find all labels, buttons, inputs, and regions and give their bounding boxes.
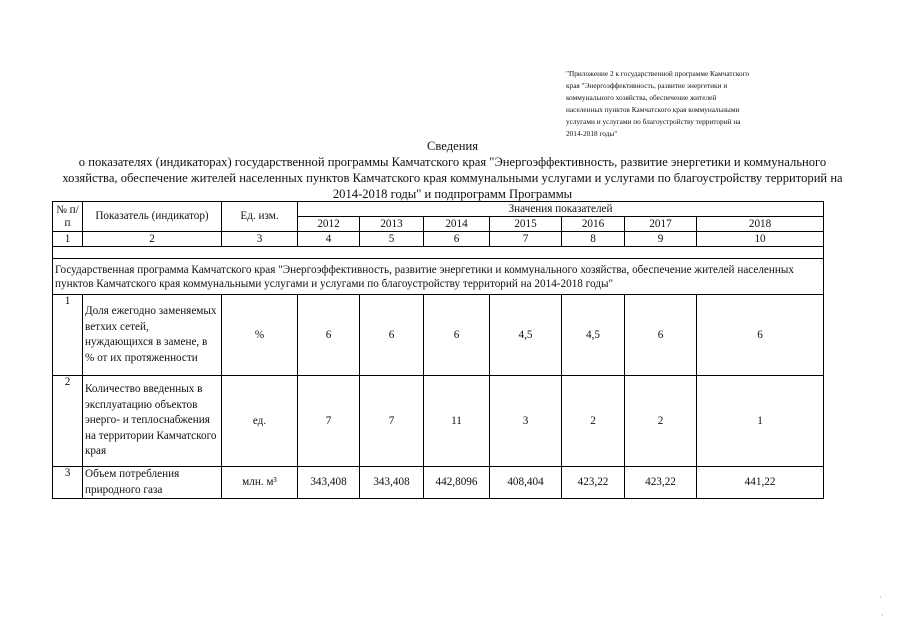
row-value: 6: [298, 295, 360, 376]
row-num: 3: [53, 467, 83, 499]
column-number: 3: [222, 232, 298, 247]
column-number: 9: [625, 232, 697, 247]
row-unit: ед.: [222, 376, 298, 467]
row-value: 4,5: [490, 295, 562, 376]
appendix-note: [566, 68, 816, 140]
appendix-note-line: 2014-2018 годы": [566, 129, 618, 138]
row-value: 442,8096: [424, 467, 490, 499]
header-year: 2013: [360, 217, 424, 232]
spacer-row: [53, 247, 824, 259]
row-value: 6: [424, 295, 490, 376]
row-value: 2: [562, 376, 625, 467]
row-num: 2: [53, 376, 83, 467]
header-year: 2015: [490, 217, 562, 232]
header-indicator: Показатель (индикатор): [83, 202, 222, 232]
row-value: 11: [424, 376, 490, 467]
scan-speck: ·: [879, 593, 882, 602]
column-number: 1: [53, 232, 83, 247]
table-row: [53, 467, 824, 499]
row-value: 343,408: [360, 467, 424, 499]
subtitle-line: 2014-2018 годы" и подпрограмм Программы: [332, 187, 573, 201]
appendix-note-line: населенных пунктов Камчатского края коммунальными: [566, 105, 740, 114]
row-indicator: Объем потребления природного газа: [83, 467, 222, 499]
appendix-note-line: услугами и услугами по благоустройству территорий на: [566, 117, 741, 126]
header-row: [53, 202, 824, 217]
row-value: 4,5: [562, 295, 625, 376]
row-indicator: Доля ежегодно заменяемых ветхих сетей, нуждающихся в замене, в % от их протяженности: [83, 295, 222, 376]
column-numbers-row: [53, 232, 824, 247]
column-number: 7: [490, 232, 562, 247]
column-number: 2: [83, 232, 222, 247]
header-num: № п/п: [53, 202, 83, 232]
header-year: 2017: [625, 217, 697, 232]
subtitle-line: хозяйства, обеспечение жителей населенных пунктов Камчатского края коммунальными услугами и услугами по благоустройству территорий на: [62, 171, 843, 185]
header-unit: Ед. изм.: [222, 202, 298, 232]
header-year: 2018: [697, 217, 824, 232]
table-row: [53, 295, 824, 376]
column-number: 8: [562, 232, 625, 247]
header-year: 2016: [562, 217, 625, 232]
table-row: [53, 376, 824, 467]
document-title: Сведения: [427, 139, 478, 153]
column-number: 10: [697, 232, 824, 247]
row-indicator: Количество введенных в эксплуатацию объектов энерго- и теплоснабжения на территории Камчатского края: [83, 376, 222, 467]
row-value: 423,22: [562, 467, 625, 499]
row-value: 7: [360, 376, 424, 467]
indicators-table: [52, 201, 824, 499]
column-number: 4: [298, 232, 360, 247]
document-subtitle: [40, 154, 865, 202]
row-value: 7: [298, 376, 360, 467]
row-value: 6: [360, 295, 424, 376]
subtitle-line: о показателях (индикаторах) государственной программы Камчатского края "Энергоэффективность, развитие энергетики и коммунального: [78, 155, 827, 169]
appendix-note-line: "Приложение 2 к государственной программе Камчатского: [566, 69, 750, 78]
header-year: 2012: [298, 217, 360, 232]
program-title: Государственная программа Камчатского края "Энергоэффективность, развитие энергетики и коммунального хозяйства, обеспечение жителей населенных пунктов Камчатского края коммунальными услугами и услугами по благоустройству территорий на 2014-2018 годы": [53, 259, 824, 295]
header-year: 2014: [424, 217, 490, 232]
header-values-group: Значения показателей: [298, 202, 824, 217]
column-number: 6: [424, 232, 490, 247]
row-value: 6: [625, 295, 697, 376]
row-value: 6: [697, 295, 824, 376]
row-value: 408,404: [490, 467, 562, 499]
scan-speck: ·: [881, 611, 884, 620]
row-num: 1: [53, 295, 83, 376]
row-value: 2: [625, 376, 697, 467]
appendix-note-line: края "Энергоэффективность, развитие энергетики и: [566, 81, 728, 90]
row-unit: %: [222, 295, 298, 376]
row-value: 441,22: [697, 467, 824, 499]
row-value: 423,22: [625, 467, 697, 499]
program-row: [53, 259, 824, 295]
row-value: 1: [697, 376, 824, 467]
appendix-note-line: коммунального хозяйства, обеспечение жителей: [566, 93, 717, 102]
row-unit: млн. м³: [222, 467, 298, 499]
row-value: 343,408: [298, 467, 360, 499]
column-number: 5: [360, 232, 424, 247]
row-value: 3: [490, 376, 562, 467]
